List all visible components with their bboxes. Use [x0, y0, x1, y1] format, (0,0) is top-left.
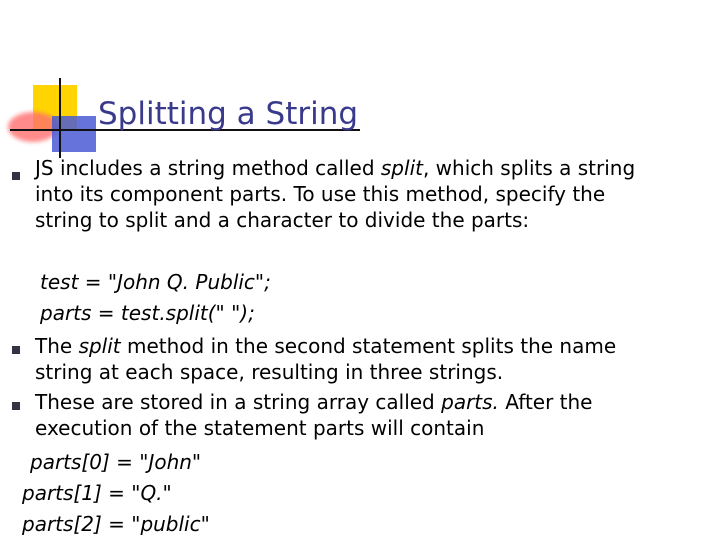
- bullet-square-icon: [12, 402, 20, 410]
- slide-title: Splitting a String: [98, 96, 359, 132]
- result-line-2: parts[2] = "public": [22, 512, 210, 536]
- bullet-square-icon: [12, 172, 20, 180]
- bullet-2-emphasis: split: [78, 334, 121, 358]
- bullet-1-emphasis: split: [380, 156, 423, 180]
- logo-vertical-line: [59, 78, 61, 158]
- bullet-3-text-post: After the: [498, 390, 593, 414]
- code-line-2: parts = test.split(" ");: [40, 301, 255, 325]
- bullet-3-emphasis: parts.: [441, 390, 499, 414]
- bullet-1-line-2: into its component parts. To use this method, specify the: [35, 182, 606, 206]
- bullet-3-line-2: execution of the statement parts will contain: [35, 416, 485, 440]
- title-logo-decoration: [0, 0, 110, 160]
- bullet-2-text-pre: The: [35, 334, 79, 358]
- bullet-3-line-1: [35, 389, 593, 415]
- result-line-1: parts[1] = "Q.": [22, 481, 172, 505]
- bullet-1-line-1: [35, 155, 635, 181]
- bullet-2-text-post: method in the second statement splits the name: [120, 334, 617, 358]
- bullet-square-icon: [12, 346, 20, 354]
- bullet-2-line-2: string at each space, resulting in three strings.: [35, 360, 504, 384]
- result-line-0: parts[0] = "John": [30, 450, 202, 474]
- bullet-1-text-pre: JS includes a string method called: [35, 156, 381, 180]
- logo-red-blob: [8, 112, 58, 142]
- bullet-3-text-pre: These are stored in a string array called: [35, 390, 442, 414]
- bullet-2-line-1: [35, 333, 616, 359]
- bullet-1-text-post: , which splits a string: [422, 156, 636, 180]
- code-line-1: test = "John Q. Public";: [40, 270, 271, 294]
- bullet-1-line-3: string to split and a character to divide the parts:: [35, 208, 530, 232]
